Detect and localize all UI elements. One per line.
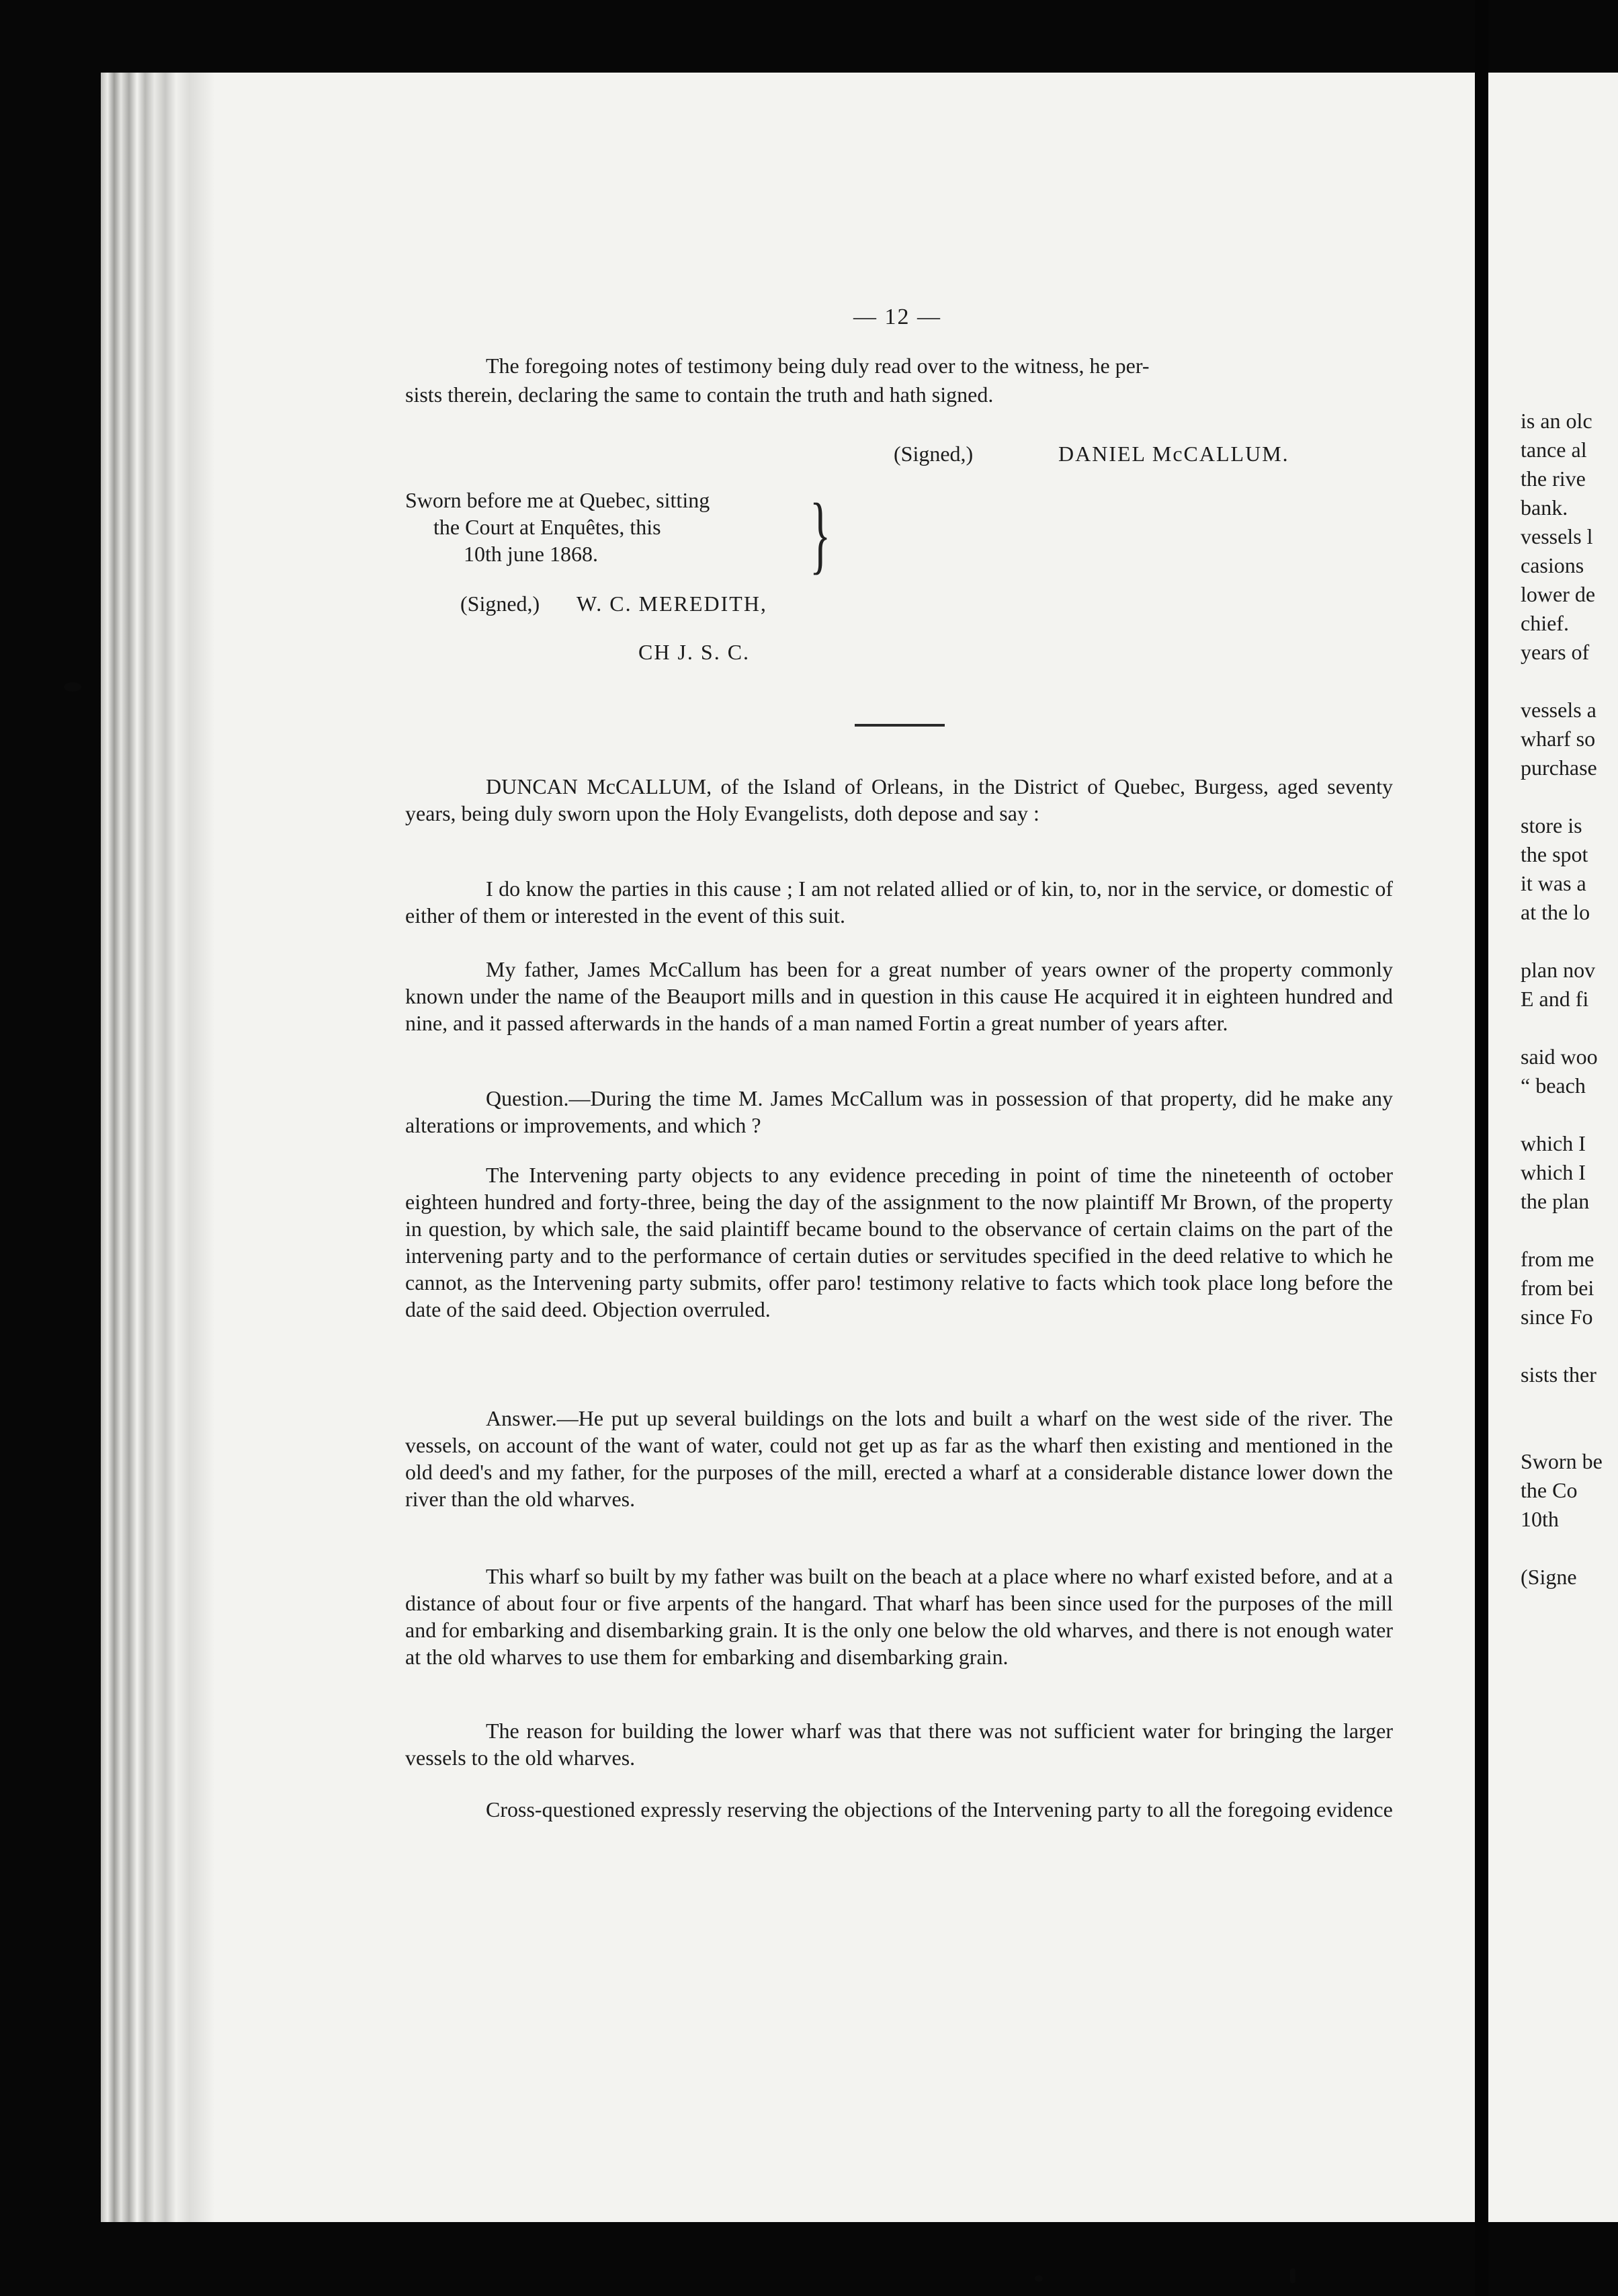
adjacent-page-fragment: 10th [1521,1507,1559,1531]
paragraph-3-text: Question.—During the time M. James McCallum was in possession of that property, did he make any alterations or improvements, and which ? [405,1086,1393,1137]
adjacent-page-fragment: purchase [1521,755,1597,780]
adjacent-page-fragment: the Co [1521,1478,1578,1502]
judge-name: W. C. MEREDITH, [577,591,767,616]
adjacent-page-fragment: lower de [1521,582,1596,606]
adjacent-page-fragment: Sworn be [1521,1449,1603,1473]
page-number: — 12 — [853,304,941,329]
section-divider [855,724,945,727]
scan-speck [64,682,81,692]
witness-name: DANIEL McCALLUM. [1058,442,1289,466]
paragraph-2-text: My father, James McCallum has been for a great number of years owner of the property commonly known under the name of the Beauport mills and in question in this cause He acquired it in eighteen hundred and nine, and it passed afterwards in the hands of a man named Fortin a great number of years after. [405,957,1393,1035]
sworn-line-1: Sworn before me at Quebec, sitting [405,488,710,512]
adjacent-page-fragment: sists ther [1521,1362,1596,1387]
adjacent-page-fragment: plan nov [1521,958,1596,982]
adjacent-page-fragment: from bei [1521,1276,1594,1300]
page-binding-edge [101,73,215,2222]
deposition-opening [405,773,1393,827]
adjacent-page-fragment: the rive [1521,466,1586,491]
adjacent-page-fragment: chief. [1521,611,1569,635]
deposition-opening-text: DUNCAN McCALLUM, of the Island of Orleans, in the District of Quebec, Burgess, aged seventy years, being duly sworn upon the Holy Evangelists, doth depose and say : [405,774,1393,825]
paragraph-4 [405,1161,1393,1323]
scan-speck [1290,2268,1295,2283]
judge-title: CH J. S. C. [638,640,751,664]
paragraph-1 [405,875,1393,929]
adjacent-page-fragment: bank. [1521,495,1568,520]
adjacent-page-fragment: it was a [1521,871,1586,895]
adjacent-page-fragment: the plan [1521,1189,1590,1213]
adjacent-page-fragment: E and fi [1521,987,1589,1011]
paragraph-7-text: The reason for building the lower wharf was that there was not sufficient water for bringing the larger vessels to the old wharves. [405,1719,1393,1770]
paragraph-5 [405,1405,1393,1512]
paragraph-8-text: Cross-questioned expressly reserving the objections of the Intervening party to all the foregoing evidence [486,1797,1393,1821]
paragraph-1-text: I do know the parties in this cause ; I am not related allied or of kin, to, nor in the service, or domestic of either of them or interested in the event of this suit. [405,876,1393,928]
adjacent-page-fragment: “ beach [1521,1073,1586,1098]
paragraph-8 [405,1796,1393,1823]
brace-symbol: } [810,486,831,583]
paragraph-7 [405,1717,1393,1771]
adjacent-page [1488,73,1618,2222]
paragraph-4-text: The Intervening party objects to any evidence preceding in point of time the nineteenth of october eighteen hundred and forty-three, being the day of the assignment to the now plaintiff Mr Brown, of the property in question, by which sale, the said plaintiff became bound to the observance of certain claims on the part of the intervening party and to the performance of certain duties or servitudes specified in the deed relative to which he cannot, as the Intervening party submits, offer paro! testimony relative to facts which took place long before the date of the said deed. Objection overruled. [405,1163,1393,1321]
adjacent-page-fragment: years of [1521,640,1590,664]
adjacent-page-fragment: said woo [1521,1044,1598,1069]
page-gutter [1475,0,1488,2296]
sworn-line-3: 10th june 1868. [464,542,598,566]
adjacent-page-fragment: wharf so [1521,727,1596,751]
adjacent-page-fragment: store is [1521,813,1582,837]
adjacent-page-fragment: which I [1521,1160,1586,1184]
adjacent-page-fragment: tance al [1521,438,1587,462]
adjacent-page-fragment: at the lo [1521,900,1590,924]
adjacent-page-fragment: which I [1521,1131,1586,1155]
adjacent-page-fragment: the spot [1521,842,1588,866]
adjacent-page-fragment: from me [1521,1247,1594,1271]
intro-line-1: The foregoing notes of testimony being duly read over to the witness, he per- [486,354,1150,378]
witness-signed-label: (Signed,) [894,442,974,466]
adjacent-page-fragment: casions [1521,553,1584,577]
adjacent-page-fragment: vessels a [1521,698,1596,722]
paragraph-3 [405,1085,1393,1139]
scan-speck [1035,2275,1043,2282]
adjacent-page-fragment: since Fo [1521,1305,1593,1329]
judge-signed-label: (Signed,) [460,591,540,616]
paragraph-6-text: This wharf so built by my father was built on the beach at a place where no wharf existed before, and at a distance of about four or five arpents of the hangard. That wharf has been since used for the purposes of the mill and for embarking and disembarking grain. It is the only one below the old wharves, and there is not enough water at the old wharves to use them for embarking and disembarking grain. [405,1564,1393,1669]
sworn-line-2: the Court at Enquêtes, this [433,515,661,539]
intro-line-2: sists therein, declaring the same to contain the truth and hath signed. [405,382,994,407]
paragraph-6 [405,1563,1393,1670]
adjacent-page-fragment: vessels l [1521,524,1593,548]
adjacent-page-fragment: (Signe [1521,1565,1577,1589]
adjacent-page-fragment: is an olc [1521,409,1592,433]
paragraph-2 [405,956,1393,1036]
paragraph-5-text: Answer.—He put up several buildings on the lots and built a wharf on the west side of the river. The vessels, on account of the want of water, could not get up as far as the wharf then existing and mentioned in the old deed's and my father, for the purposes of the mill, erected a wharf at a considerable distance lower down the river than the old wharves. [405,1406,1393,1511]
